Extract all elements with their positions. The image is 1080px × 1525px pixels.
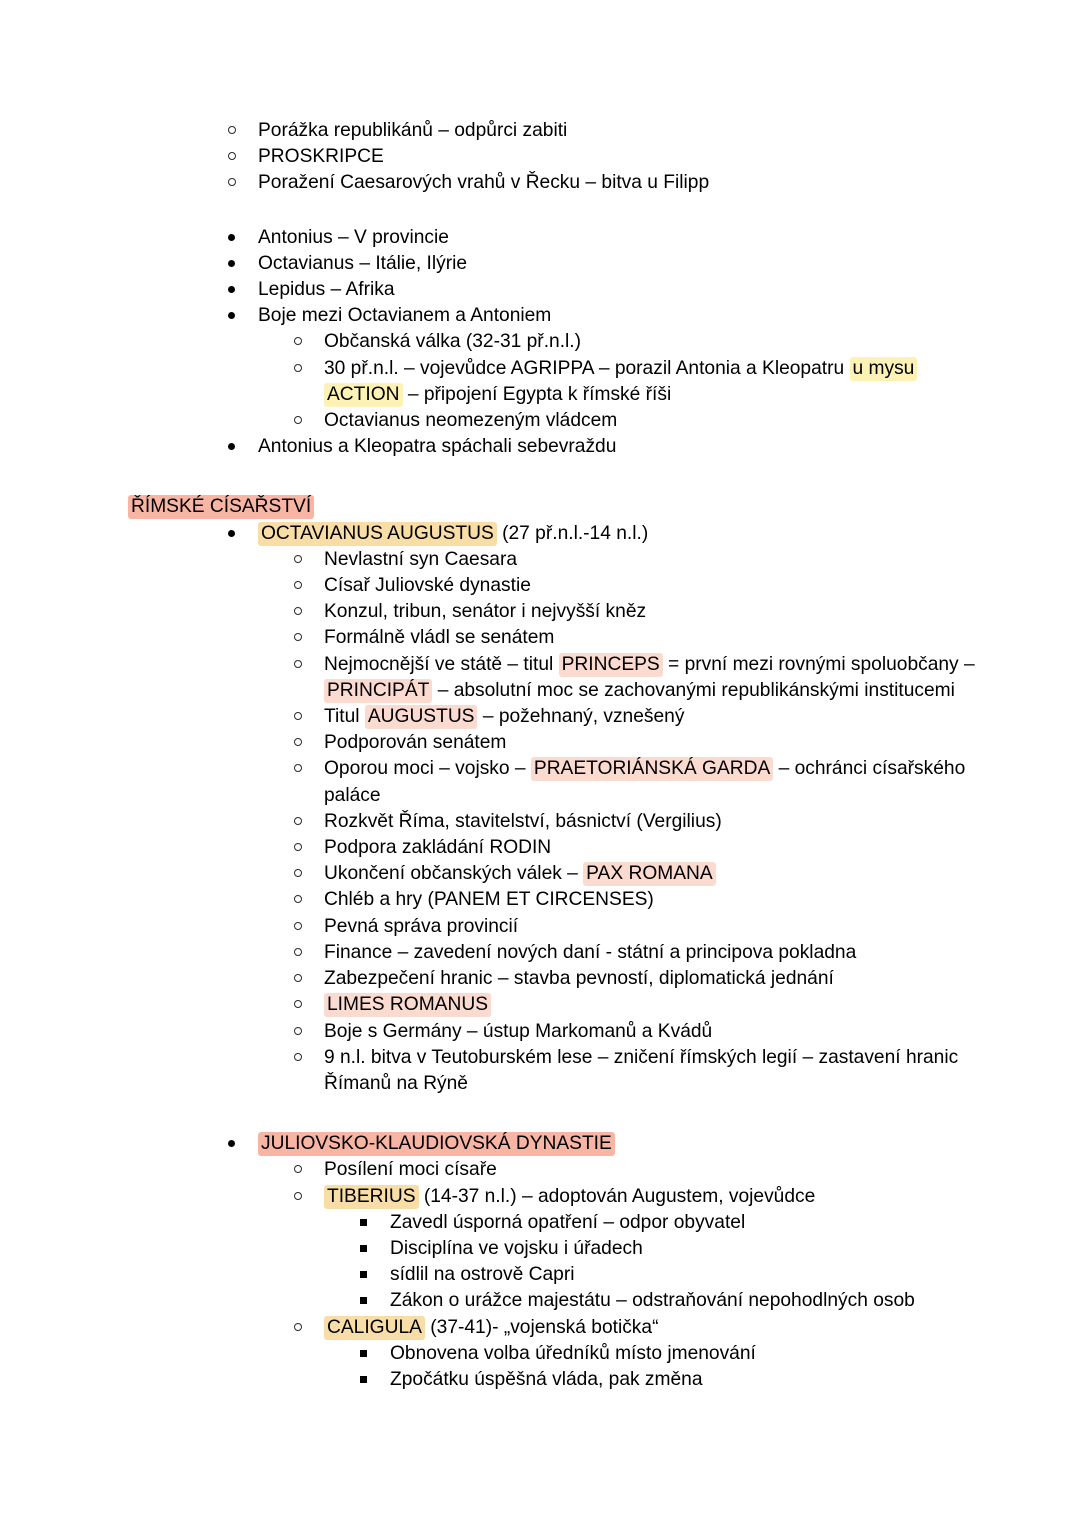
highlight-caligula: CALIGULA (324, 1316, 425, 1340)
highlight-princeps: PRINCEPS (559, 653, 663, 677)
triumvirate-outcomes-list (128, 118, 980, 197)
list-item-text: Nevlastní syn Caesara (324, 548, 518, 570)
title-text-post: – požehnaný, vznešený (477, 706, 685, 728)
augustus-list (128, 521, 980, 1097)
circle-bullet-icon (228, 118, 248, 144)
list-item (258, 730, 980, 756)
list-item (324, 1341, 980, 1367)
list-item-text: 9 n.l. bitva v Teutoburském lese – zničení římských legií – zastavení hranic Římanů na Rýně (324, 1046, 959, 1094)
list-item (258, 887, 980, 913)
list-item-agrippa (258, 356, 980, 408)
list-item-text: Obnovena volba úředníků místo jmenování (390, 1342, 756, 1364)
highlight-limes-romanus: LIMES ROMANUS (324, 993, 491, 1017)
list-item-text (324, 992, 980, 1018)
list-item-caligula (258, 1315, 980, 1394)
list-item (258, 914, 980, 940)
list-item-text: Podpora zakládání RODIN (324, 837, 552, 859)
list-item (258, 809, 980, 835)
list-item-limes-romanus (258, 992, 980, 1018)
julio-claudian-list (128, 1131, 980, 1393)
disc-bullet-icon (228, 434, 248, 460)
agrippa-text-pre: 30 př.n.l. – vojevůdce AGRIPPA – porazil Antonia a Kleopatru (324, 357, 850, 379)
list-item-text (324, 756, 980, 808)
highlight-u-mysu-action: u mysu ACTION (324, 357, 917, 407)
disc-bullet-icon (228, 521, 248, 547)
guard-text-post: – ochránci císařského paláce (324, 758, 966, 806)
list-item-text: Zákon o urážce majestátu – odstraňování nepohodlných osob (390, 1290, 915, 1312)
square-bullet-icon (360, 1262, 380, 1288)
list-item-text: PROSKRIPCE (258, 146, 384, 168)
list-item (324, 1236, 980, 1262)
circle-bullet-icon (294, 329, 314, 355)
list-item (258, 1045, 980, 1097)
circle-bullet-icon (294, 756, 314, 782)
circle-bullet-icon (294, 835, 314, 861)
square-bullet-icon (360, 1210, 380, 1236)
guard-text-pre: Oporou moci – vojsko – (324, 758, 531, 780)
list-item-text: Konzul, tribun, senátor i nejvyšší kněz (324, 601, 647, 623)
augustus-dates: (27 př.n.l.-14 n.l.) (496, 522, 649, 544)
list-item-text: Zavedl úsporná opatření – odpor obyvatel (390, 1211, 746, 1233)
list-item-text: Císař Juliovské dynastie (324, 575, 531, 597)
list-item-text: Boje mezi Octavianem a Antoniem (258, 305, 552, 327)
section-heading-roman-empire (128, 494, 980, 520)
list-item (324, 1210, 980, 1236)
list-item-text (324, 356, 980, 408)
highlight-tiberius: TIBERIUS (324, 1185, 419, 1209)
circle-bullet-icon (294, 1157, 314, 1183)
list-item-praetorian-guard (258, 756, 980, 808)
circle-bullet-icon (294, 573, 314, 599)
list-item-text: Disciplína ve vojsku i úřadech (390, 1237, 643, 1259)
pax-text-pre: Ukončení občanských válek – (324, 863, 584, 885)
list-item-text (324, 861, 980, 887)
square-bullet-icon (360, 1367, 380, 1393)
list-item-text: Finance – zavedení nových daní - státní a principova pokladna (324, 941, 857, 963)
list-item-text: Pevná správa provincií (324, 915, 519, 937)
circle-bullet-icon (228, 170, 248, 196)
highlight-praetorianska-garda: PRAETORIÁNSKÁ GARDA (531, 757, 773, 781)
list-item-text: Boje s Germány – ústup Markomanů a Kvádů (324, 1020, 713, 1042)
list-item-pax-romana (258, 861, 980, 887)
list-item-suicide (128, 434, 980, 460)
circle-bullet-icon (294, 887, 314, 913)
list-item-text: Chléb a hry (PANEM ET CIRCENSES) (324, 889, 654, 911)
circle-bullet-icon (294, 356, 314, 382)
list-item (128, 225, 980, 251)
list-item (258, 408, 980, 434)
list-item-text: Rozkvět Říma, stavitelství, básnictví (Vergilius) (324, 810, 722, 832)
list-item-text: Zpočátku úspěšná vláda, pak změna (390, 1368, 703, 1390)
square-bullet-icon (360, 1288, 380, 1314)
list-item-title-augustus (258, 704, 980, 730)
disc-bullet-icon (228, 277, 248, 303)
list-item (258, 1019, 980, 1045)
wars-sublist (258, 329, 980, 434)
circle-bullet-icon (294, 992, 314, 1018)
list-item (258, 599, 980, 625)
list-item (128, 144, 980, 170)
list-item-julio-claudian-dynasty (128, 1131, 980, 1393)
list-item-text: Lepidus – Afrika (258, 279, 395, 301)
list-item (258, 966, 980, 992)
list-item-text: Antonius – V provincie (258, 226, 449, 248)
disc-bullet-icon (228, 225, 248, 251)
list-item-text (324, 652, 980, 704)
circle-bullet-icon (294, 861, 314, 887)
circle-bullet-icon (294, 704, 314, 730)
spacer (128, 1097, 980, 1131)
circle-bullet-icon (294, 940, 314, 966)
list-item (258, 547, 980, 573)
julio-claudian-points-list (258, 1157, 980, 1393)
agrippa-text-post: – připojení Egypta k římské říši (402, 383, 672, 405)
circle-bullet-icon (294, 599, 314, 625)
circle-bullet-icon (294, 547, 314, 573)
list-item (128, 277, 980, 303)
circle-bullet-icon (294, 408, 314, 434)
highlight-rimske-cisarstvi: ŘÍMSKÉ CÍSAŘSTVÍ (128, 495, 314, 519)
circle-bullet-icon (294, 652, 314, 678)
square-bullet-icon (360, 1236, 380, 1262)
list-item (258, 329, 980, 355)
disc-bullet-icon (228, 303, 248, 329)
list-item-princeps (258, 652, 980, 704)
list-item-text: Formálně vládl se senátem (324, 627, 555, 649)
list-item-text (258, 1131, 980, 1157)
list-item-text: Porážka republikánů – odpůrci zabiti (258, 120, 568, 141)
list-item (258, 835, 980, 861)
list-item-text: Podporován senátem (324, 732, 507, 754)
highlight-augustus: AUGUSTUS (365, 705, 478, 729)
list-item (258, 940, 980, 966)
spacer (128, 197, 980, 225)
circle-bullet-icon (294, 730, 314, 756)
list-item (128, 118, 980, 144)
circle-bullet-icon (294, 625, 314, 651)
list-item-text: Poražení Caesarových vrahů v Řecku – bitva u Filipp (258, 172, 710, 194)
caligula-details: (37-41)- „vojenská botička“ (424, 1316, 659, 1338)
circle-bullet-icon (294, 1045, 314, 1071)
list-item-text: Zabezpečení hranic – stavba pevností, diplomatická jednání (324, 968, 834, 990)
tiberius-details: (14-37 n.l.) – adoptován Augustem, vojevůdce (418, 1185, 816, 1207)
list-item-octavianus-augustus (128, 521, 980, 1097)
highlight-pax-romana: PAX ROMANA (583, 862, 716, 886)
circle-bullet-icon (294, 1184, 314, 1210)
list-item-text: Antonius a Kleopatra spáchali sebevraždu (258, 436, 617, 458)
list-item-text: Octavianus neomezeným vládcem (324, 410, 618, 432)
highlight-principat: PRINCIPÁT (324, 679, 432, 703)
list-item-text: Octavianus – Itálie, Ilýrie (258, 252, 468, 274)
disc-bullet-icon (228, 251, 248, 277)
circle-bullet-icon (228, 144, 248, 170)
title-text-pre: Titul (324, 706, 365, 728)
circle-bullet-icon (294, 809, 314, 835)
disc-bullet-icon (228, 1131, 248, 1157)
list-item (258, 573, 980, 599)
list-item-text (258, 521, 980, 547)
spacer (128, 460, 980, 494)
list-item (128, 251, 980, 277)
augustus-points-list (258, 547, 980, 1097)
caligula-points-list (324, 1341, 980, 1393)
circle-bullet-icon (294, 966, 314, 992)
list-item-wars (128, 303, 980, 434)
list-item (324, 1367, 980, 1393)
list-item (258, 1157, 980, 1183)
circle-bullet-icon (294, 1315, 314, 1341)
square-bullet-icon (360, 1341, 380, 1367)
highlight-juliovsko-klaudiovska-dynastie: JULIOVSKO-KLAUDIOVSKÁ DYNASTIE (258, 1132, 615, 1156)
list-item-text: Občanská válka (32-31 př.n.l.) (324, 331, 582, 353)
list-item-text (324, 1184, 980, 1210)
list-item-text: sídlil na ostrově Capri (390, 1264, 575, 1286)
highlight-octavianus-augustus: OCTAVIANUS AUGUSTUS (258, 522, 497, 546)
circle-bullet-icon (294, 1019, 314, 1045)
list-item-tiberius (258, 1184, 980, 1315)
list-item (128, 170, 980, 196)
list-item-text (324, 704, 980, 730)
list-item (324, 1288, 980, 1314)
principat-text-post: – absolutní moc se zachovanými republikánskými institucemi (432, 679, 955, 701)
circle-bullet-icon (294, 914, 314, 940)
list-item (258, 625, 980, 651)
list-item (324, 1262, 980, 1288)
tiberius-points-list (324, 1210, 980, 1315)
princeps-text-pre: Nejmocnější ve státě – titul (324, 653, 559, 675)
princeps-text-mid: = první mezi rovnými spoluobčany – (662, 653, 975, 675)
list-item-text: Posílení moci císaře (324, 1159, 497, 1181)
document-body (128, 118, 980, 1393)
list-item-text (324, 1315, 980, 1341)
triumvirate-division-list (128, 225, 980, 461)
